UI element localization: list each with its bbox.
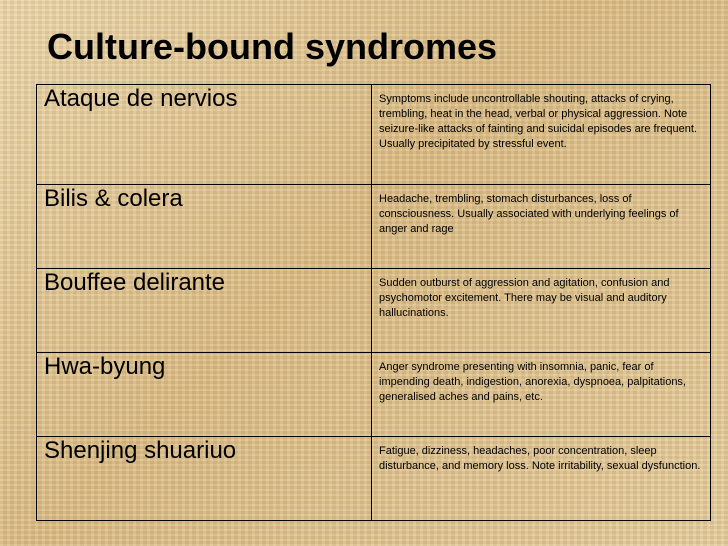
syndrome-description: Sudden outburst of aggression and agitation, confusion and psychomotor excitement. There may be visual and auditory hallucinations. — [372, 269, 711, 353]
syndrome-name: Bilis & colera — [37, 185, 372, 269]
syndrome-name: Bouffee delirante — [37, 269, 372, 353]
slide-title: Culture-bound syndromes — [47, 26, 498, 67]
table-row — [37, 85, 711, 185]
syndrome-name: Shenjing shuariuo — [37, 437, 372, 521]
table-row — [37, 437, 711, 521]
syndrome-name: Ataque de nervios — [37, 85, 372, 185]
syndromes-table — [36, 84, 711, 521]
table-row — [37, 185, 711, 269]
syndrome-description: Fatigue, dizziness, headaches, poor concentration, sleep disturbance, and memory loss. Note irritability, sexual dysfunction. — [372, 437, 711, 521]
syndrome-description: Anger syndrome presenting with insomnia, panic, fear of impending death, indigestion, anorexia, dyspnoea, palpitations, generalised aches and pains, etc. — [372, 353, 711, 437]
syndrome-description: Headache, trembling, stomach disturbances, loss of consciousness. Usually associated with underlying feelings of anger and rage — [372, 185, 711, 269]
syndrome-name: Hwa-byung — [37, 353, 372, 437]
syndromes-table-container — [36, 84, 710, 520]
table-row — [37, 353, 711, 437]
syndrome-description: Symptoms include uncontrollable shouting, attacks of crying, trembling, heat in the head, verbal or physical aggression. Note seizure-like attacks of fainting and suicidal episodes are frequent. Usually precipitated by stressful event. — [372, 85, 711, 185]
table-row — [37, 269, 711, 353]
